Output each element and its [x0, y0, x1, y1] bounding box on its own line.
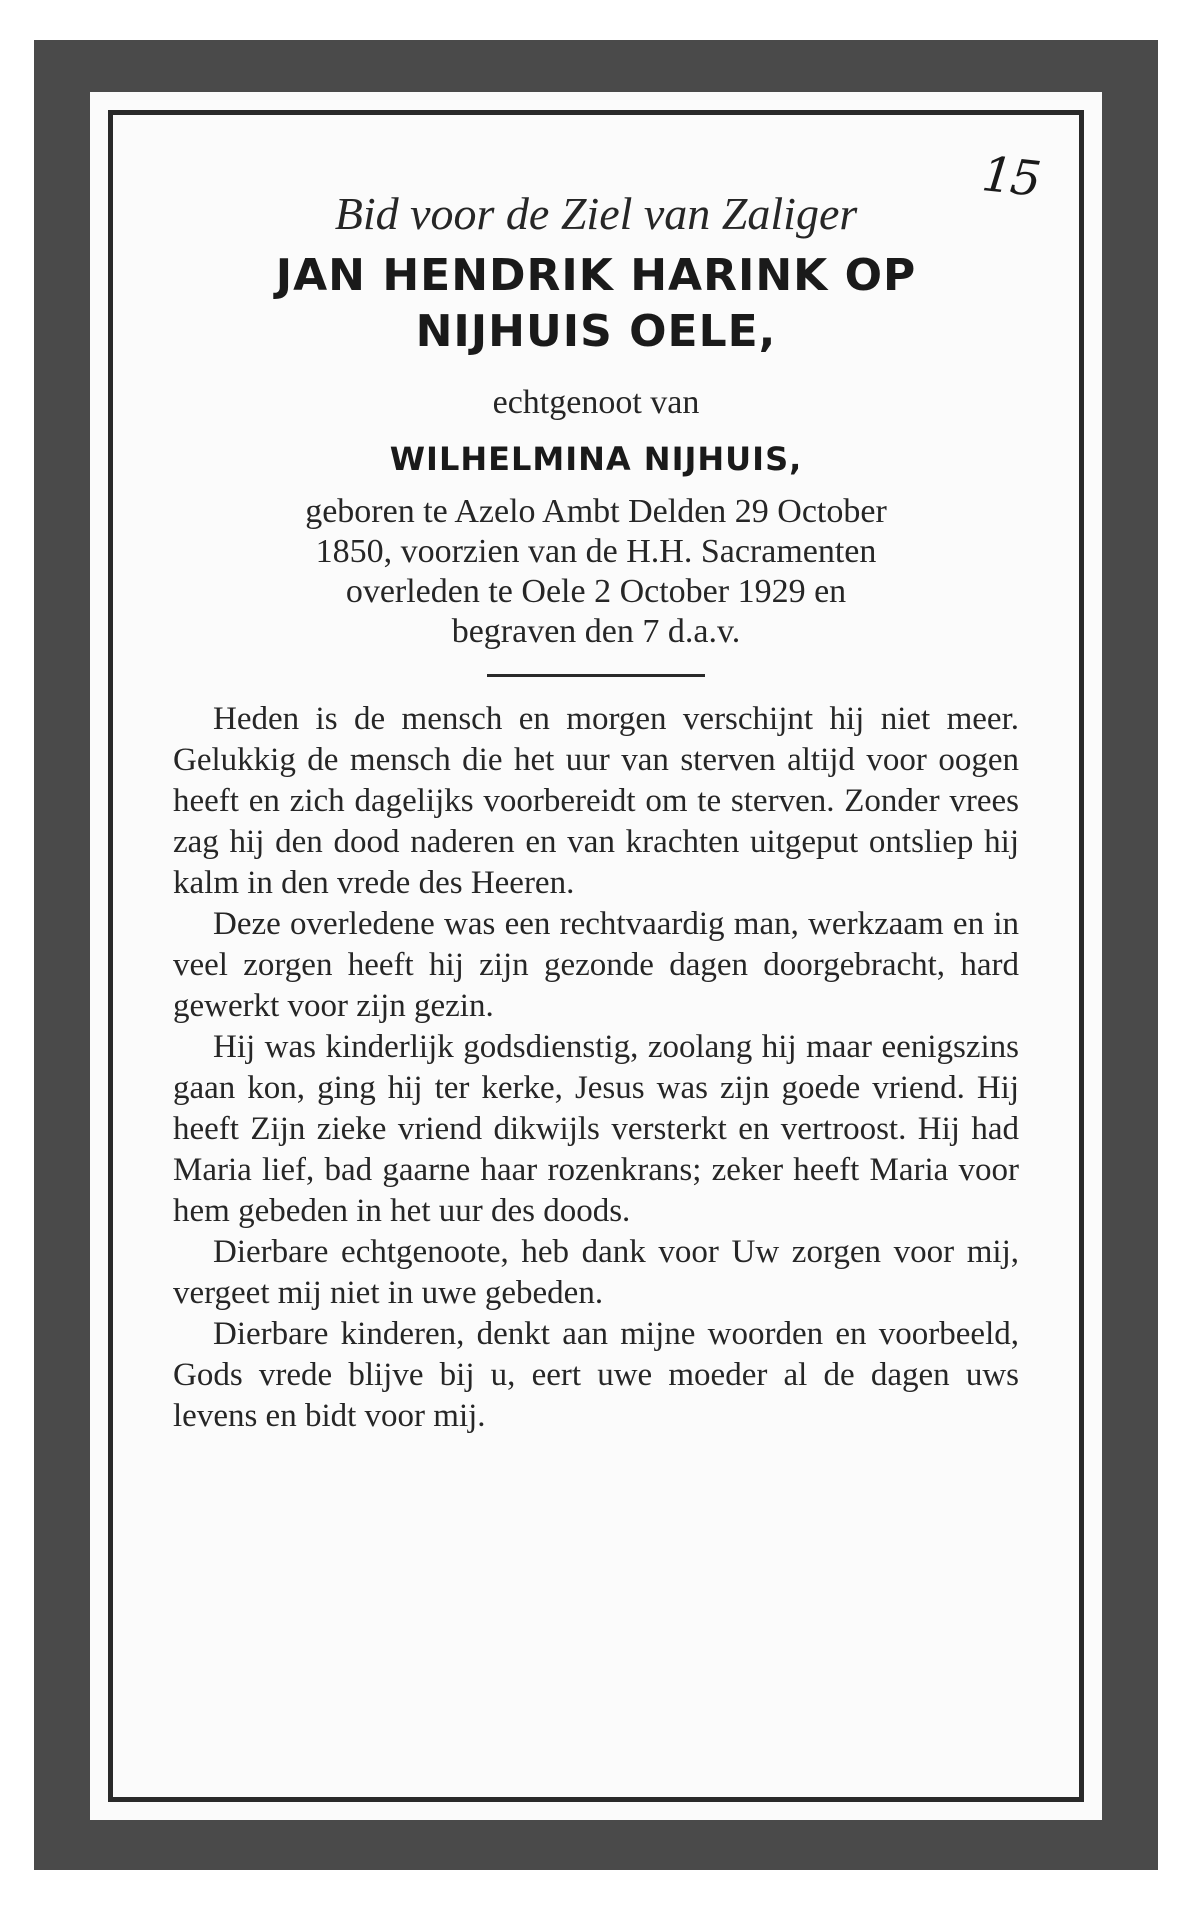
paragraph: Heden is de mensch en morgen verschijnt hij niet meer. Gelukkig de mensch die het uur van sterven altijd voor oogen heeft en zich dagelijks voorbereidt om te sterven. Zonder vrees zag hij den dood naderen en van krachten uitgeput ontsliep hij kalm in den vrede des Heeren.	[173, 701, 1019, 901]
spouse-name: WILHELMINA NIJHUIS,	[389, 440, 803, 478]
paragraph: Dierbare kinderen, denkt aan mijne woorden en voorbeeld, Gods vrede blijve bij u, eert uwe moeder al de dagen uws levens en bidt voor mij.	[173, 1316, 1019, 1434]
bio-line: begraven den 7 d.a.v.	[451, 613, 741, 650]
deceased-name-line-1: JAN HENDRIK HARINK OP	[275, 250, 917, 301]
divider-rule	[487, 674, 705, 677]
inner-frame	[108, 110, 1084, 1802]
prayer-heading: Bid voor de Ziel van Zaliger	[334, 188, 858, 239]
handwritten-number: 15	[979, 146, 1042, 208]
card-content	[173, 146, 1042, 1767]
paragraph: Deze overledene was een rechtvaardig man, werkzaam en in veel zorgen heeft hij zijn gezonde dagen doorgebracht, hard gewerkt voor zijn gezin.	[173, 906, 1019, 1024]
bio-line: 1850, voorzien van de H.H. Sacramenten	[315, 533, 877, 570]
card-paper	[90, 92, 1102, 1820]
biography	[173, 492, 1019, 652]
memorial-text	[173, 699, 1019, 1437]
paragraph: Hij was kinderlijk godsdienstig, zoolang hij maar eenigszins gaan kon, ging hij ter kerke, Jesus was zijn goede vriend. Hij heeft Zijn zieke vriend dikwijls versterkt en vertroost. Hij had Maria lief, bad gaarne haar rozenkrans; zeker heeft Maria voor hem gebeden in het uur des doods.	[173, 1029, 1019, 1229]
deceased-name-line-2: NIJHUIS OELE,	[415, 306, 777, 357]
bio-line: geboren te Azelo Ambt Delden 29 October	[305, 493, 887, 530]
bio-line: overleden te Oele 2 October 1929 en	[345, 573, 847, 610]
spouse-label: echtgenoot van	[492, 384, 700, 421]
paragraph: Dierbare echtgenoote, heb dank voor Uw zorgen voor mij, vergeet mij niet in uwe gebeden.	[173, 1234, 1019, 1311]
mourning-border	[34, 40, 1158, 1870]
